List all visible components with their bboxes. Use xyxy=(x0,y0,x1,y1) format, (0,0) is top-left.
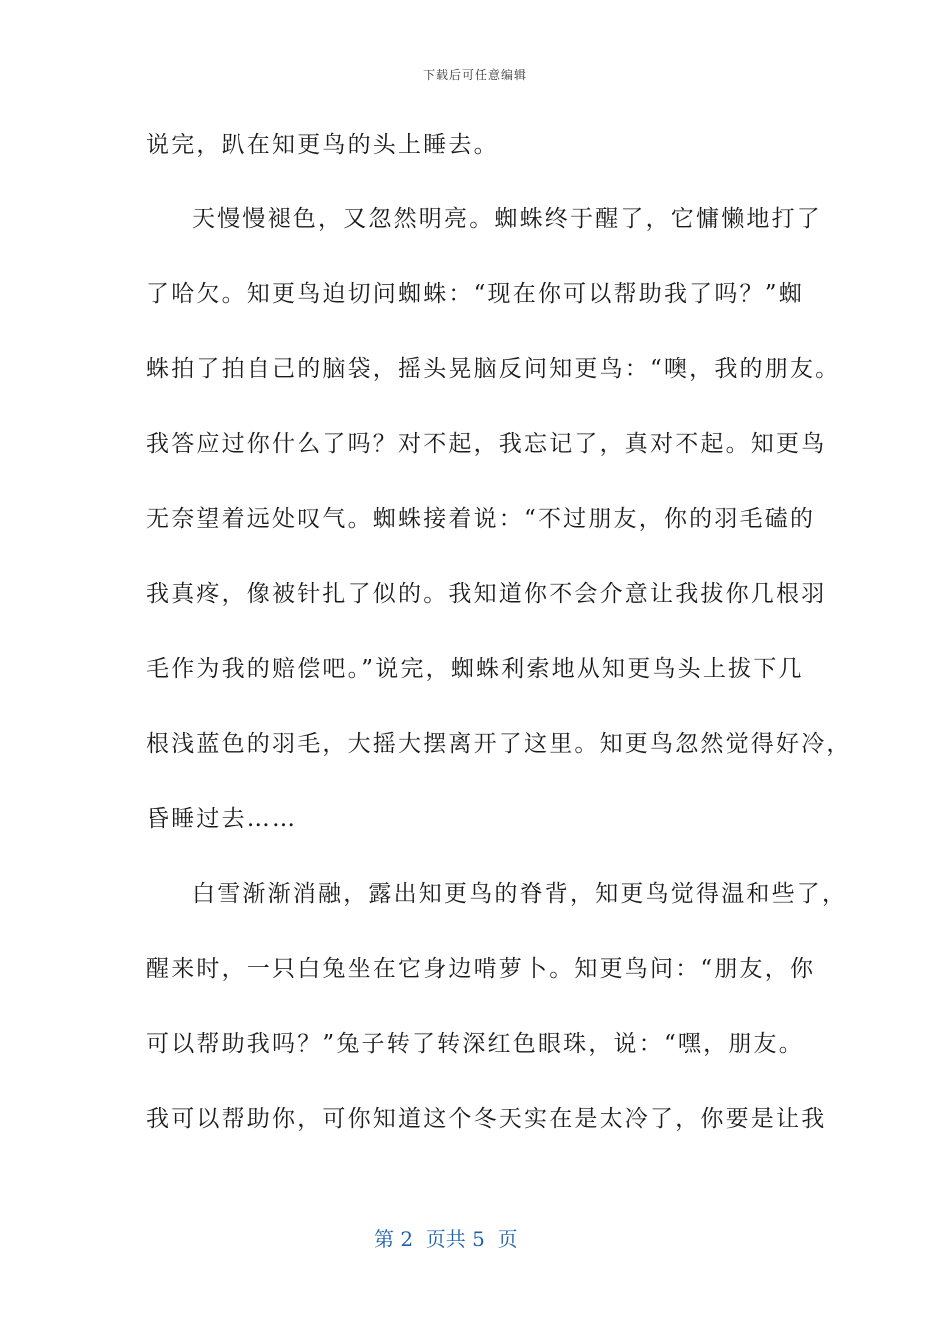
text-line: 根浅蓝色的羽毛，大摇大摆离开了这里。知更鸟忽然觉得好冷， xyxy=(146,731,852,757)
text-line: 昏睡过去…… xyxy=(146,806,298,832)
page-header: 下载后可任意编辑 xyxy=(422,68,527,82)
text-line: 说完，趴在知更鸟的头上睡去。 xyxy=(146,132,499,158)
text-line: 醒来时，一只白兔坐在它身边啃萝卜。知更鸟问：“朋友，你 xyxy=(146,956,816,982)
paragraph-start-line: 白雪渐渐消融，露出知更鸟的脊背，知更鸟觉得温和些了， xyxy=(192,881,848,907)
text-line: 了哈欠。知更鸟迫切问蜘蛛：“现在你可以帮助我了吗？”蜘 xyxy=(146,281,804,307)
text-line: 毛作为我的赔偿吧。”说完，蜘蛛利索地从知更鸟头上拔下几 xyxy=(146,656,804,682)
paragraph-start-line: 天慢慢褪色，又忽然明亮。蜘蛛终于醒了，它慵懒地打了 xyxy=(192,206,822,232)
text-line: 无奈望着远处叹气。蜘蛛接着说：“不过朋友，你的羽毛磕的 xyxy=(146,506,816,532)
text-line: 我真疼，像被针扎了似的。我知道你不会介意让我拔你几根羽 xyxy=(146,581,827,607)
text-line: 我答应过你什么了吗？对不起，我忘记了，真对不起。知更鸟 xyxy=(146,431,827,457)
page-number-footer: 第 2 页共 5 页 xyxy=(374,1227,518,1251)
text-line: 可以帮助我吗？”兔子转了转深红色眼珠，说：“嘿，朋友。 xyxy=(146,1031,804,1057)
text-line: 我可以帮助你，可你知道这个冬天实在是太冷了，你要是让我 xyxy=(146,1106,827,1132)
text-line: 蛛拍了拍自己的脑袋，摇头晃脑反问知更鸟：“噢，我的朋友。 xyxy=(146,356,841,382)
